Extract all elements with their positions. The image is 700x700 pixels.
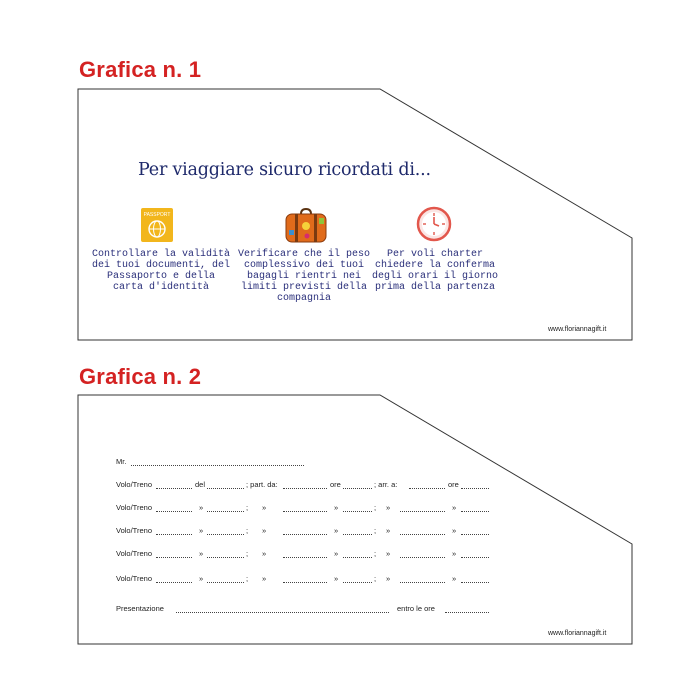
grafica-2-heading: Grafica n. 2 xyxy=(79,364,202,389)
row5-quote-2: » xyxy=(262,574,267,583)
row2-quote-5: » xyxy=(452,503,457,512)
row2-time-field[interactable] xyxy=(343,511,372,512)
row1-del-field[interactable] xyxy=(207,488,244,489)
entro-field[interactable] xyxy=(445,612,489,613)
row1-volo-field[interactable] xyxy=(156,488,192,489)
row3-date-field[interactable] xyxy=(207,534,244,535)
grafica-1-heading: Grafica n. 1 xyxy=(79,57,202,82)
suitcase-icon xyxy=(284,208,328,244)
row5-volo-label: Volo/Treno xyxy=(116,574,152,583)
row5-date-field[interactable] xyxy=(207,582,244,583)
row4-date-field[interactable] xyxy=(207,557,244,558)
row4-quote-4: » xyxy=(386,549,391,558)
row2-semicolon-1: ; xyxy=(246,503,249,512)
row5-arrival-time-field[interactable] xyxy=(461,582,489,583)
passport-icon-label: PASSPORT xyxy=(143,212,171,218)
entro-label: entro le ore xyxy=(397,604,435,613)
card-1-title: Per viaggiare sicuro ricordati di... xyxy=(138,160,431,180)
mr-field[interactable] xyxy=(131,465,304,466)
row2-volo-field[interactable] xyxy=(156,511,192,512)
caption-luggage: Verificare che il peso complessivo dei tuoi bagagli rientri nei limiti previsti della compagnia xyxy=(237,249,371,304)
row3-quote-4: » xyxy=(386,526,391,535)
row3-quote-2: » xyxy=(262,526,267,535)
row3-arrival-time-field[interactable] xyxy=(461,534,489,535)
row1-volo-label: Volo/Treno xyxy=(116,480,152,489)
row5-quote-1: » xyxy=(199,574,204,583)
row1-del-label: del xyxy=(195,480,206,489)
row1-part-label: ; part. da: xyxy=(246,480,278,489)
row1-ore1-label: ore xyxy=(330,480,341,489)
row5-quote-4: » xyxy=(386,574,391,583)
row4-quote-3: » xyxy=(334,549,339,558)
row3-semicolon-2: ; xyxy=(374,526,377,535)
row1-part-field[interactable] xyxy=(283,488,327,489)
row4-semicolon-1: ; xyxy=(246,549,249,558)
row3-semicolon-1: ; xyxy=(246,526,249,535)
row4-from-field[interactable] xyxy=(283,557,327,558)
presentazione-field[interactable] xyxy=(176,612,389,613)
passport-icon xyxy=(140,208,174,242)
caption-documents: Controllare la validità dei tuoi documenti, del Passaporto e della carta d'identità xyxy=(91,249,231,293)
row4-quote-2: » xyxy=(262,549,267,558)
row5-semicolon-1: ; xyxy=(246,574,249,583)
row2-date-field[interactable] xyxy=(207,511,244,512)
row5-quote-5: » xyxy=(452,574,457,583)
row3-quote-3: » xyxy=(334,526,339,535)
row2-quote-3: » xyxy=(334,503,339,512)
row2-quote-2: » xyxy=(262,503,267,512)
row5-from-field[interactable] xyxy=(283,582,327,583)
row5-time-field[interactable] xyxy=(343,582,372,583)
row3-quote-5: » xyxy=(452,526,457,535)
row5-semicolon-2: ; xyxy=(374,574,377,583)
caption-charter: Per voli charter chiedere la conferma degli orari il giorno prima della partenza xyxy=(371,249,499,293)
website-1: www.floriannagift.it xyxy=(548,326,607,333)
row4-volo-label: Volo/Treno xyxy=(116,549,152,558)
row1-ore2-label: ore xyxy=(448,480,459,489)
row2-arrival-time-field[interactable] xyxy=(461,511,489,512)
row1-ore2-field[interactable] xyxy=(461,488,489,489)
row1-arr-label: ; arr. a: xyxy=(374,480,398,489)
row4-quote-1: » xyxy=(199,549,204,558)
row3-from-field[interactable] xyxy=(283,534,327,535)
presentazione-label: Presentazione xyxy=(116,604,164,613)
row3-volo-label: Volo/Treno xyxy=(116,526,152,535)
row2-semicolon-2: ; xyxy=(374,503,377,512)
row4-to-field[interactable] xyxy=(400,557,445,558)
row4-volo-field[interactable] xyxy=(156,557,192,558)
row2-quote-1: » xyxy=(199,503,204,512)
row2-from-field[interactable] xyxy=(283,511,327,512)
row4-arrival-time-field[interactable] xyxy=(461,557,489,558)
row1-ore1-field[interactable] xyxy=(343,488,372,489)
row2-to-field[interactable] xyxy=(400,511,445,512)
row4-time-field[interactable] xyxy=(343,557,372,558)
row4-quote-5: » xyxy=(452,549,457,558)
row3-quote-1: » xyxy=(199,526,204,535)
row5-volo-field[interactable] xyxy=(156,582,192,583)
website-2: www.floriannagift.it xyxy=(548,630,607,637)
row2-quote-4: » xyxy=(386,503,391,512)
row4-semicolon-2: ; xyxy=(374,549,377,558)
row5-quote-3: » xyxy=(334,574,339,583)
row3-to-field[interactable] xyxy=(400,534,445,535)
row3-volo-field[interactable] xyxy=(156,534,192,535)
row2-volo-label: Volo/Treno xyxy=(116,503,152,512)
row1-arr-field[interactable] xyxy=(409,488,445,489)
mr-label: Mr. xyxy=(116,457,127,466)
clock-icon xyxy=(416,206,452,242)
row3-time-field[interactable] xyxy=(343,534,372,535)
row5-to-field[interactable] xyxy=(400,582,445,583)
